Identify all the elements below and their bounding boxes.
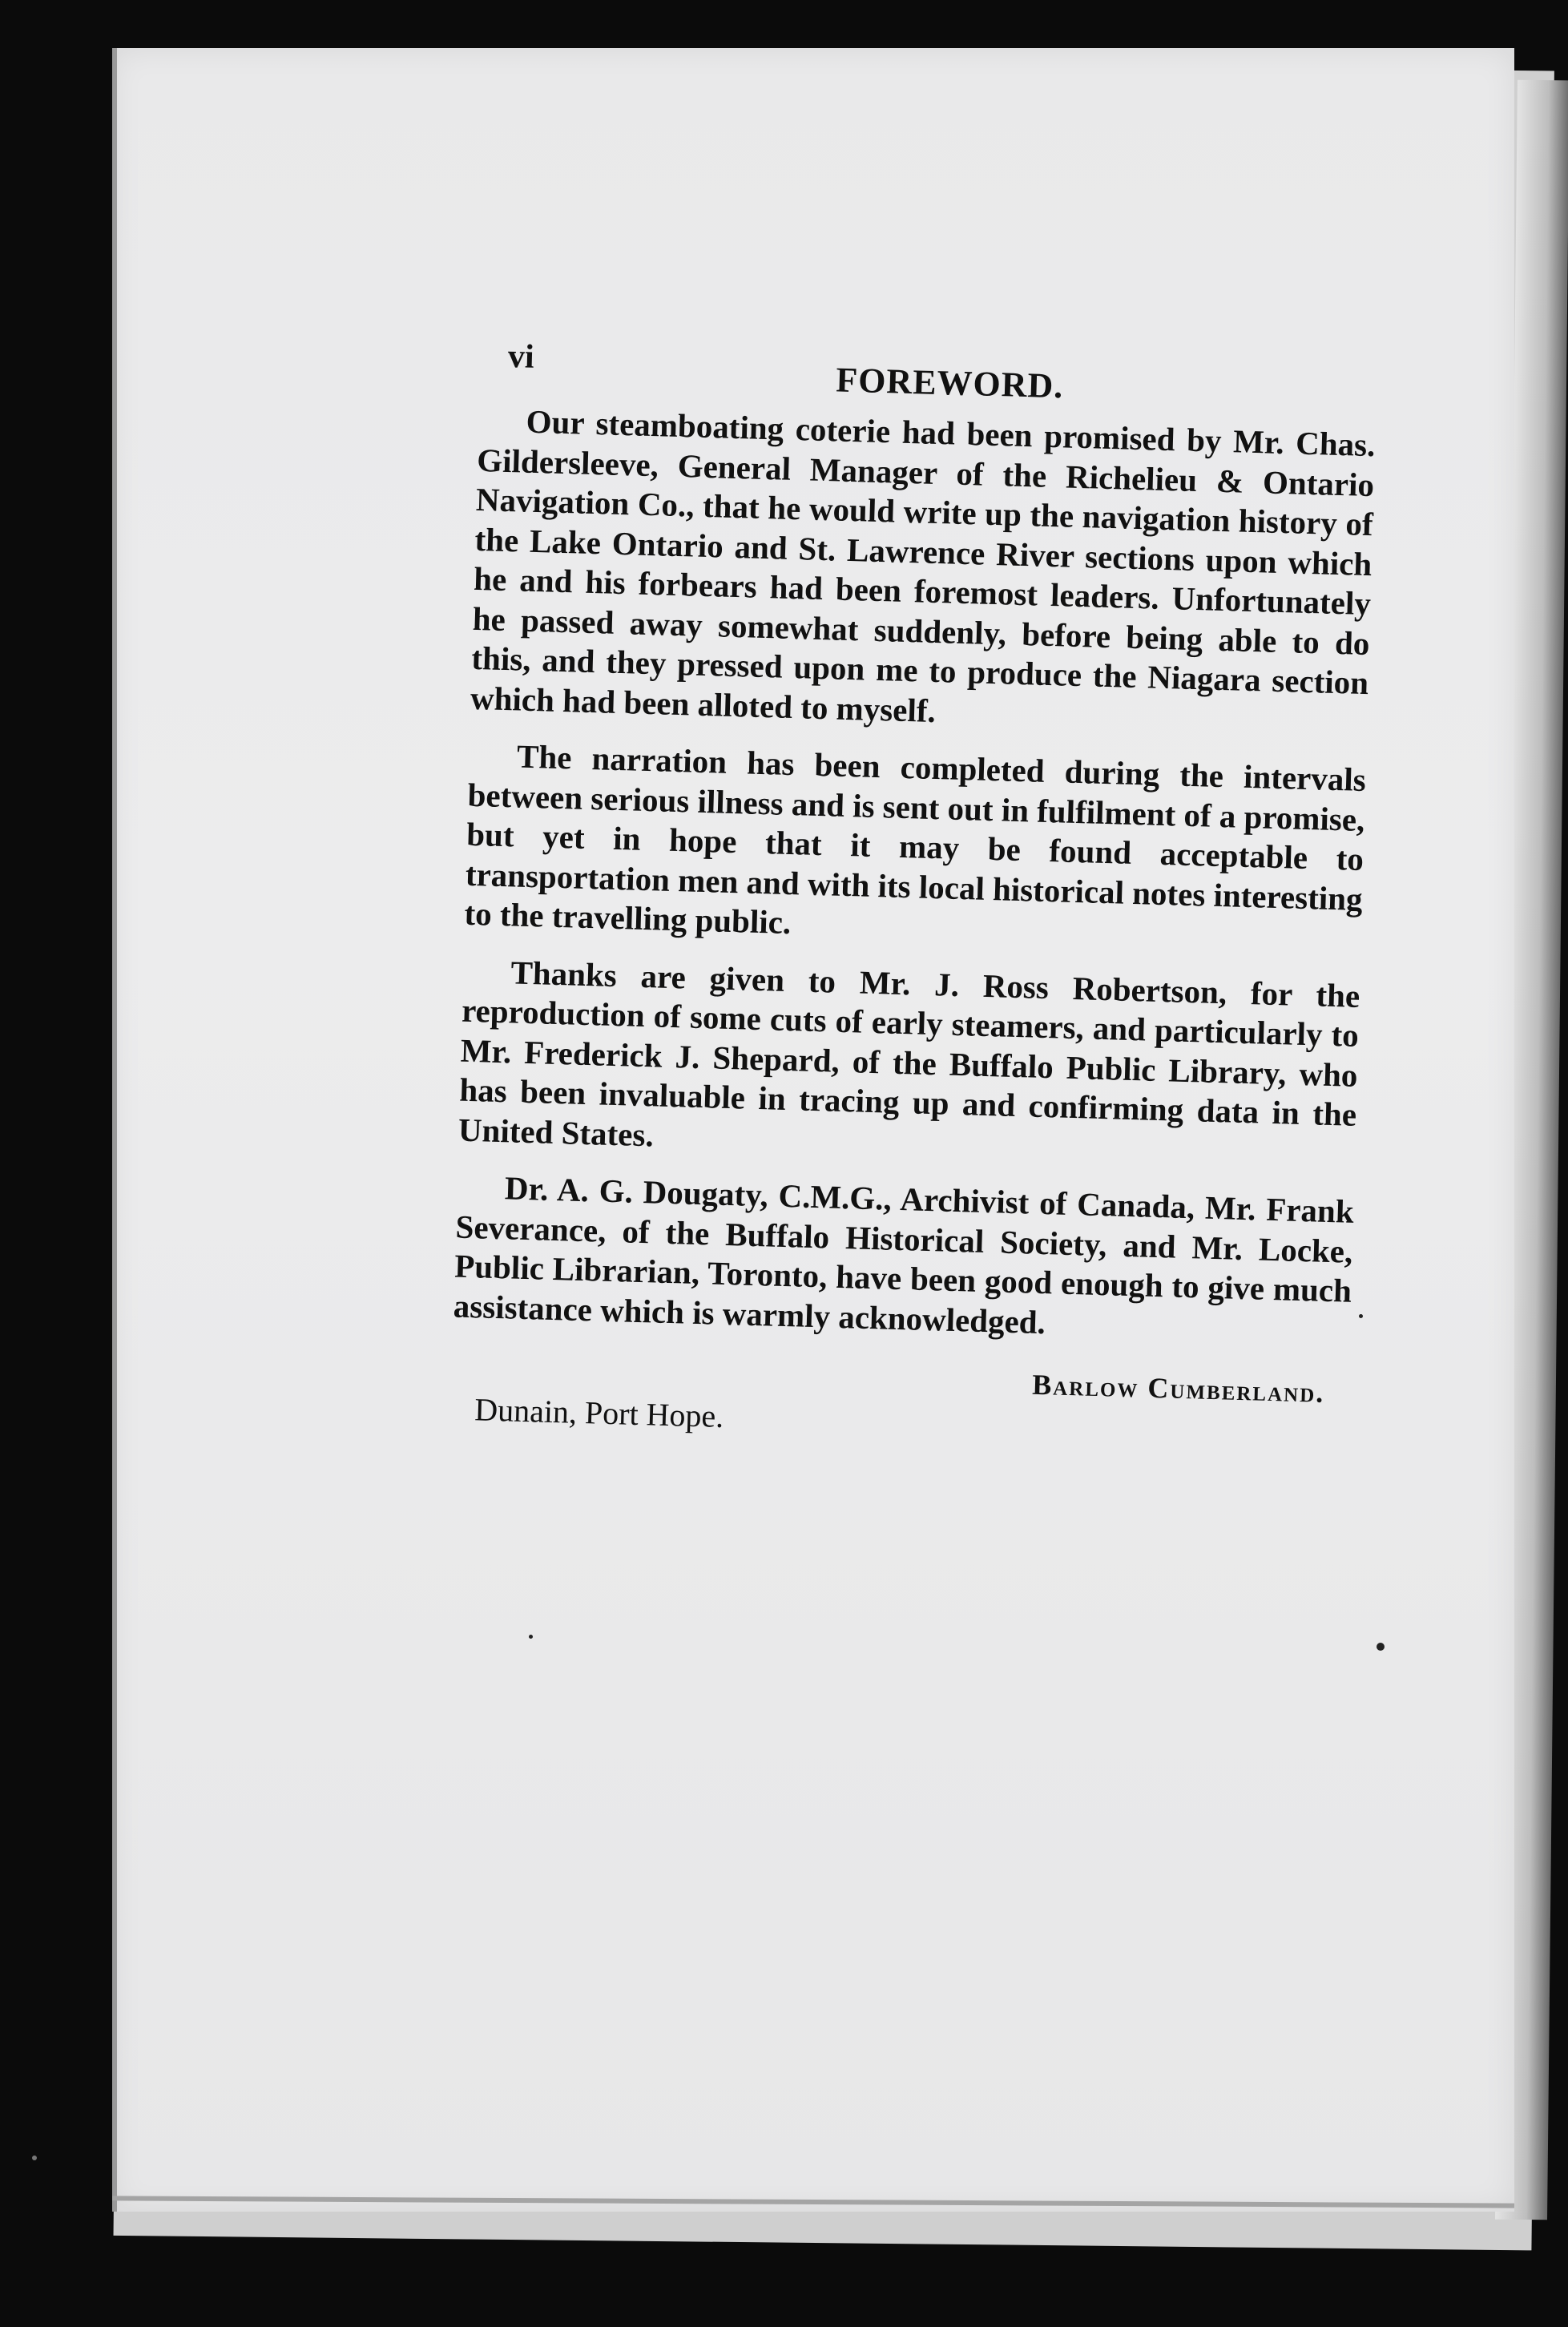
dust-speck [1359, 1314, 1363, 1318]
running-title: FOREWORD. [835, 360, 1064, 406]
page-left-edge [112, 48, 117, 2212]
paragraph: Thanks are given to Mr. J. Ross Robertson, for the reproduction of some cuts of early steamers, and particularly to Mr. Frederick J. Shepard, of the Buffalo Public Library, who has been invaluable in tracing up and confirming data in the United States. [458, 953, 1360, 1153]
text-block [449, 329, 1377, 1465]
author-place: Dunain, Port Hope. [474, 1391, 724, 1434]
dust-speck [1377, 1643, 1385, 1651]
paragraph: Dr. A. G. Dougaty, C.M.G., Archivist of Canada, Mr. Frank Severance, of the Buffalo Historical Society, and Mr. Locke, Public Librarian, Toronto, have been good enough to give much assistance which is warmly acknowledged. [453, 1169, 1355, 1341]
dust-speck [32, 2156, 37, 2160]
dust-speck [529, 1635, 533, 1639]
page-number: vi [507, 337, 535, 376]
author-name: Barlow Cumberland. [1031, 1368, 1325, 1409]
paragraph: Our steamboating coterie had been promised by Mr. Chas. Gildersleeve, General Manager of the Richelieu & Ontario Navigation Co., that he would write up the navigation history of the Lake Ontario and St. Lawrence River sections upon which he and his forbears had been foremost leaders. Unfortunately he passed away somewhat suddenly, before being able to do this, and they pressed upon me to produce the Niagara section which had been alloted to myself. [470, 402, 1377, 729]
paragraph: The narration has been completed during the intervals between serious illness and is sent out in fulfilment of a promise, but yet in hope that it may be found acceptable to transportation men and with its local historical notes interesting to the travelling public. [463, 737, 1367, 942]
